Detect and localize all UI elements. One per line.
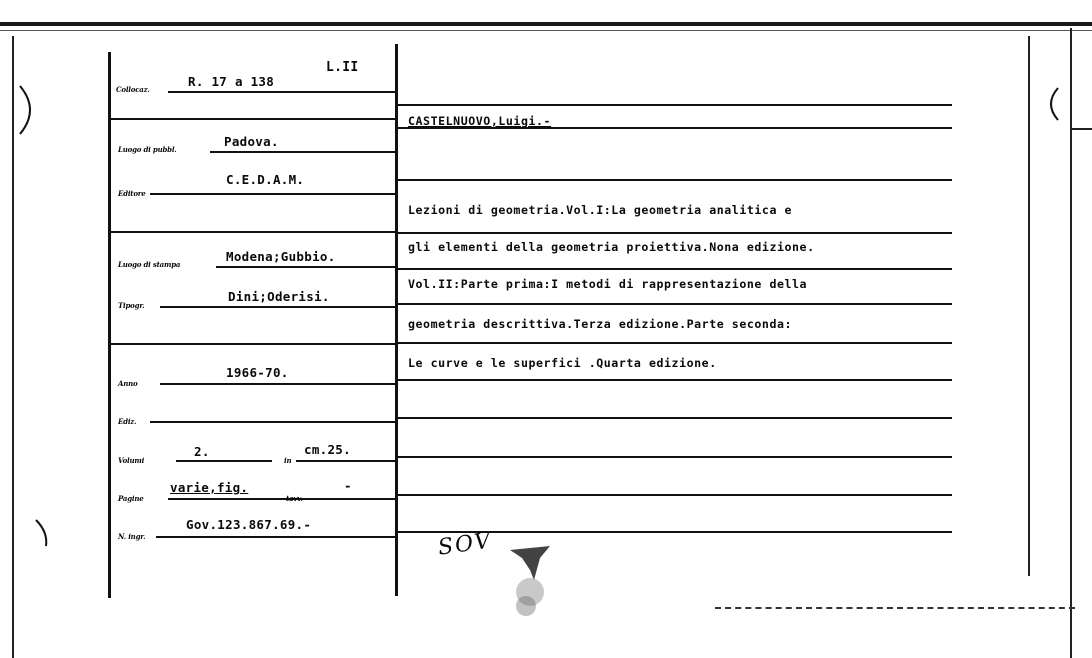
rule-collocazione [168, 91, 396, 93]
value-luogo-stampa: Modena;Gubbio. [226, 249, 336, 264]
value-luogo-pubbl: Padova. [224, 134, 279, 149]
rule-left-5 [110, 231, 396, 233]
rule-right-5 [398, 268, 952, 270]
rule-right-1 [398, 104, 952, 106]
value-anno: 1966-70. [226, 365, 289, 380]
rule-formato [296, 460, 396, 462]
rule-luogo-stampa [216, 266, 396, 268]
rule-left-2 [110, 118, 396, 120]
label-editore: Editore [118, 189, 146, 198]
value-tipografia: Dini;Oderisi. [228, 289, 330, 304]
value-ningr: Gov.123.867.69.- [186, 517, 312, 532]
dashed-artifact [715, 607, 1075, 609]
rule-pagine [168, 498, 396, 500]
description-line-3: Vol.II:Parte prima:I metodi di rappresentazione della [408, 277, 808, 291]
left-tick-mark [34, 518, 54, 548]
label-pagine: Pagine [118, 494, 144, 503]
rule-right-11 [398, 494, 952, 496]
rule-edizione [150, 421, 396, 423]
rule-luogo-pubbl [210, 151, 396, 153]
card-top-border-inner [0, 30, 1092, 31]
rule-ningr [156, 536, 396, 538]
right-edge [1070, 28, 1072, 658]
rule-right-6 [398, 303, 952, 305]
value-collocazione: R. 17 a 138 [188, 74, 275, 89]
rule-volumi [176, 460, 272, 462]
handwritten-note: SOV [436, 528, 495, 561]
rule-right-10 [398, 456, 952, 458]
rule-tipografia [160, 306, 396, 308]
description-line-4: geometria descrittiva.Terza edizione.Parte seconda: [408, 317, 793, 331]
description-line-1: Lezioni di geometria.Vol.I:La geometria analitica e [408, 203, 793, 217]
description-line-5: Le curve e le superfici .Quarta edizione. [408, 356, 717, 370]
rule-right-3 [398, 179, 952, 181]
ink-stamp [500, 540, 564, 620]
label-luogo-stampa: Luogo di stampa [118, 260, 181, 269]
card-top-border [0, 22, 1092, 26]
rule-left-8 [110, 343, 396, 345]
label-tipografia: Tipogr. [118, 301, 145, 310]
value-tavole: - [344, 478, 352, 493]
value-volumi: 2. [194, 444, 210, 459]
left-punch-hole-mark [14, 80, 44, 140]
author-heading: CASTELNUOVO,Luigi.- [408, 114, 552, 128]
label-collocazione: Collocaz. [116, 85, 150, 94]
value-pagine: varie,fig. [170, 480, 249, 495]
value-editore: C.E.D.A.M. [226, 172, 305, 187]
label-anno: Anno [118, 379, 138, 388]
label-in: in [284, 456, 292, 465]
label-tavole: tavv. [286, 494, 303, 503]
rule-right-8 [398, 379, 952, 381]
rule-anno [160, 383, 396, 385]
rule-editore [150, 193, 396, 195]
rule-right-4 [398, 232, 952, 234]
dashed-artifact-small [1072, 128, 1092, 130]
label-ningr: N. ingr. [118, 532, 146, 541]
label-luogo-pubbl: Luogo di pubbl. [118, 145, 177, 154]
rule-right-9 [398, 417, 952, 419]
description-line-2: gli elementi della geometria proiettiva.Nona edizione. [408, 240, 815, 254]
rule-right-7 [398, 342, 952, 344]
value-shelf-mark: L.II [326, 60, 359, 75]
value-formato: cm.25. [304, 442, 351, 457]
left-column-line [108, 52, 111, 598]
right-column-line [1028, 36, 1030, 576]
right-punch-hole-mark [1040, 84, 1064, 124]
label-edizione: Ediz. [118, 417, 137, 426]
label-volumi: Volumi [118, 456, 145, 465]
